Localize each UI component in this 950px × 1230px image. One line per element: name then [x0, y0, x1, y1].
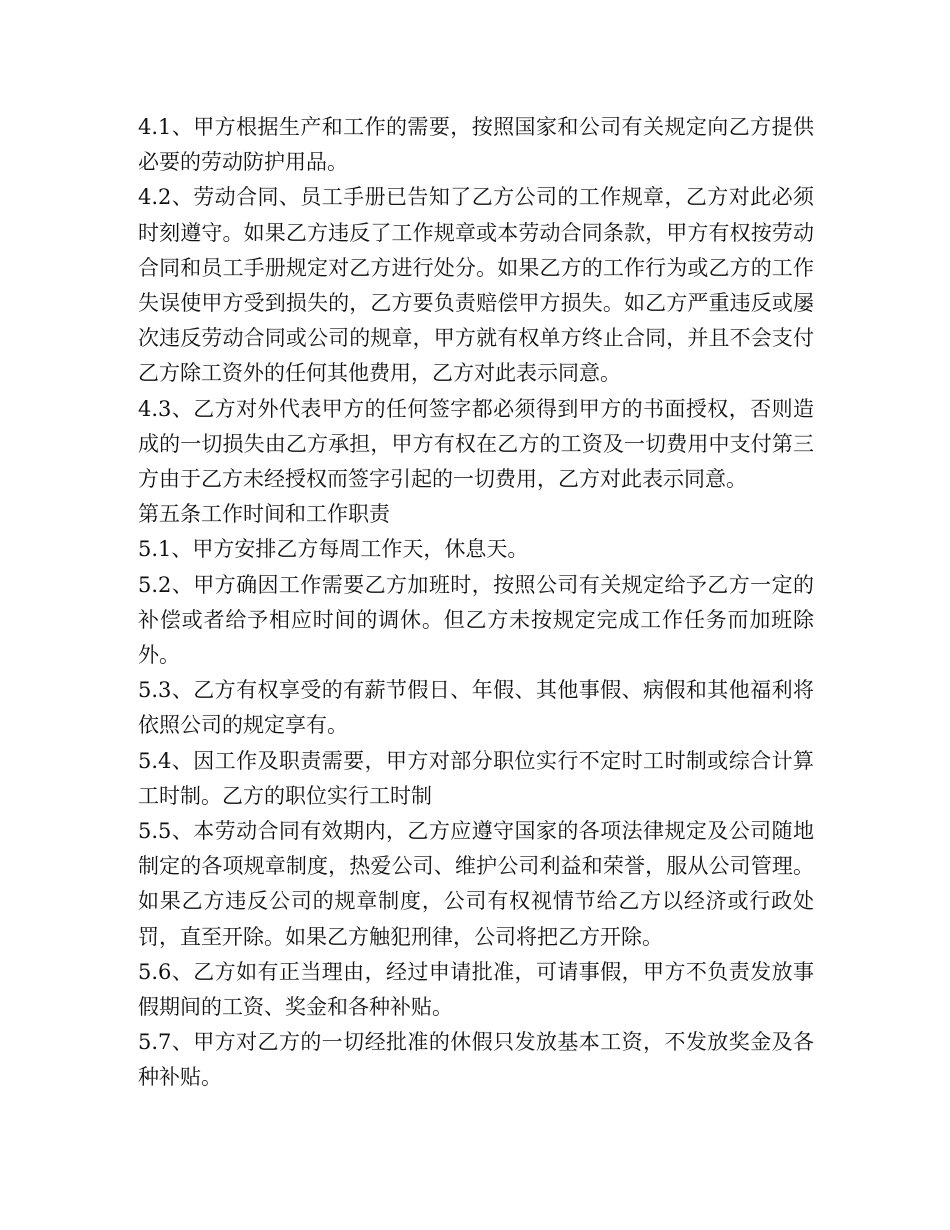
clause-5-2: 5.2、甲方确因工作需要乙方加班时，按照公司有关规定给予乙方一定的补偿或者给予相应时间的调休。但乙方未按规定完成工作任务而加班除外。 — [138, 572, 814, 668]
clause-4-3: 4.3、乙方对外代表甲方的任何签字都必须得到甲方的书面授权，否则造成的一切损失由乙方承担，甲方有权在乙方的工资及一切费用中支付第三方由于乙方未经授权而签字引起的一切费用，乙方对此表示同意。 — [138, 396, 814, 492]
clause-5-7: 5.7、甲方对乙方的一切经批准的休假只发放基本工资，不发放奖金及各种补贴。 — [138, 1030, 814, 1090]
clause-5-3: 5.3、乙方有权享受的有薪节假日、年假、其他事假、病假和其他福利将依照公司的规定享有。 — [138, 678, 814, 738]
clause-4-1: 4.1、甲方根据生产和工作的需要，按照国家和公司有关规定向乙方提供必要的劳动防护用品。 — [138, 115, 814, 175]
clause-5-1: 5.1、甲方安排乙方每周工作天，休息天。 — [138, 537, 529, 562]
clause-5-4: 5.4、因工作及职责需要，甲方对部分职位实行不定时工时制或综合计算工时制。乙方的职位实行工时制 — [138, 748, 814, 808]
clause-4-2: 4.2、劳动合同、员工手册已告知了乙方公司的工作规章，乙方对此必须时刻遵守。如果乙方违反了工作规章或本劳动合同条款，甲方有权按劳动合同和员工手册规定对乙方进行处分。如果乙方的工作行为或乙方的工作失误使甲方受到损失的，乙方要负责赔偿甲方损失。如乙方严重违反或屡次违反劳动合同或公司的规章，甲方就有权单方终止合同，并且不会支付乙方除工资外的任何其他费用，乙方对此表示同意。 — [138, 185, 814, 386]
section-heading-article-5: 第五条工作时间和工作职责 — [138, 502, 390, 527]
clause-5-6: 5.6、乙方如有正当理由，经过申请批准，可请事假，甲方不负责发放事假期间的工资、奖金和各种补贴。 — [138, 959, 814, 1020]
clause-5-5: 5.5、本劳动合同有效期内，乙方应遵守国家的各项法律规定及公司随地制定的各项规章制度，热爱公司、维护公司利益和荣誉，服从公司管理。如果乙方违反公司的规章制度，公司有权视情节给乙方以经济或行政处罚，直至开除。如果乙方触犯刑律，公司将把乙方开除。 — [138, 819, 814, 949]
document-page — [138, 110, 814, 1096]
